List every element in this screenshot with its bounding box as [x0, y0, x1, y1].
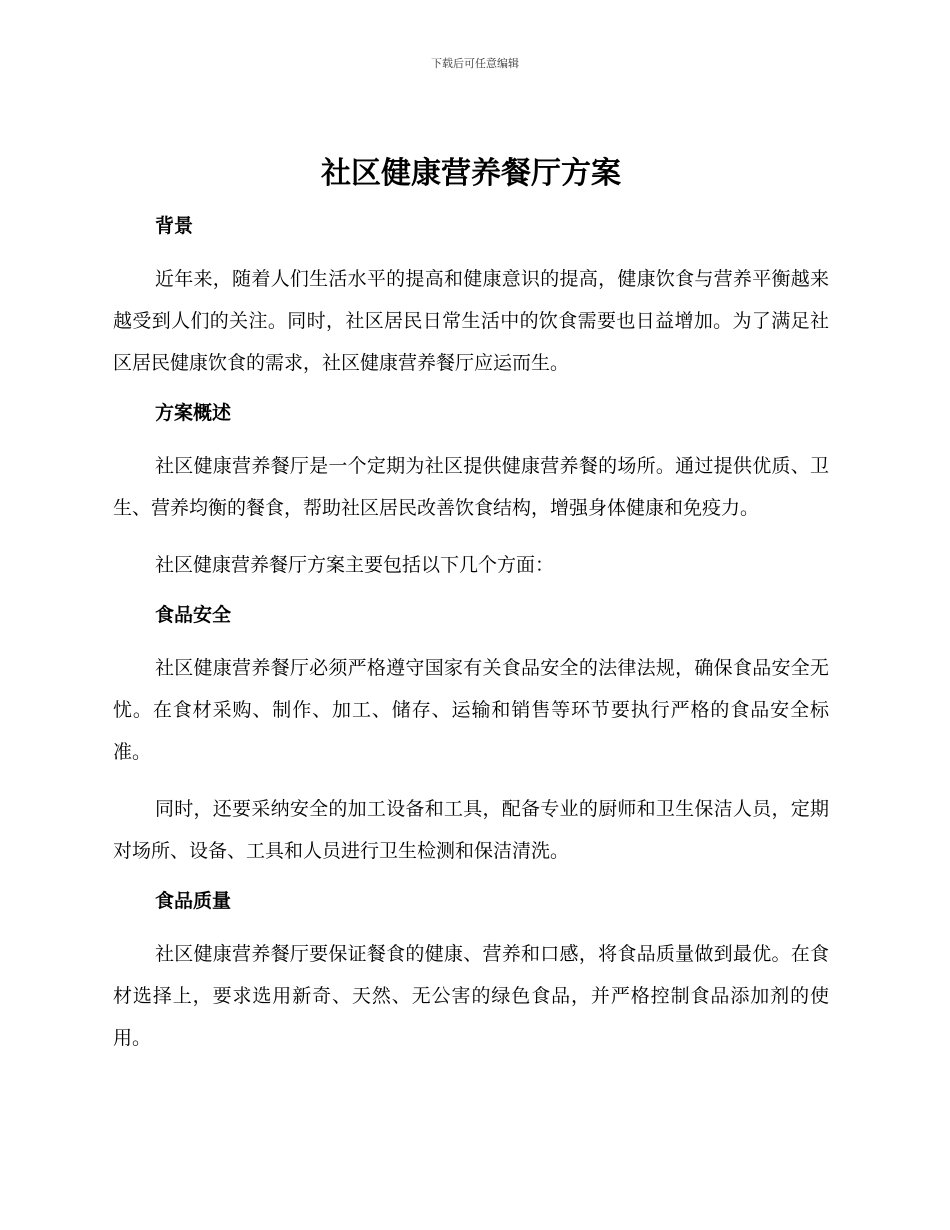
section-food-quality [113, 887, 829, 1059]
section-background [113, 212, 829, 384]
section-heading: 食品安全 [155, 604, 232, 626]
section-heading: 背景 [155, 215, 194, 237]
paragraph: 同时，还要采纳安全的加工设备和工具，配备专业的厨师和卫生保洁人员，定期对场所、设备、工具和人员进行卫生检测和保洁清洗。 [113, 798, 829, 862]
document-body [113, 148, 829, 1074]
section-food-safety [113, 601, 829, 872]
paragraph: 社区健康营养餐厅方案主要包括以下几个方面： [155, 554, 555, 576]
document-title: 社区健康营养餐厅方案 [321, 156, 621, 191]
paragraph: 社区健康营养餐厅要保证餐食的健康、营养和口感，将食品质量做到最优。在食材选择上，要求选用新奇、天然、无公害的绿色食品，并严格控制食品添加剂的使用。 [113, 943, 829, 1049]
page-header-note: 下载后可任意编辑 [431, 57, 519, 70]
paragraph: 社区健康营养餐厅是一个定期为社区提供健康营养餐的场所。通过提供优质、卫生、营养均衡的餐食，帮助社区居民改善饮食结构，增强身体健康和免疫力。 [113, 455, 829, 519]
section-overview [113, 399, 829, 586]
paragraph: 社区健康营养餐厅必须严格遵守国家有关食品安全的法律法规，确保食品安全无忧。在食材采购、制作、加工、储存、运输和销售等环节要执行严格的食品安全标准。 [113, 657, 829, 763]
section-heading: 方案概述 [155, 402, 232, 424]
paragraph: 近年来，随着人们生活水平的提高和健康意识的提高，健康饮食与营养平衡越来越受到人们的关注。同时，社区居民日常生活中的饮食需要也日益增加。为了满足社区居民健康饮食的需求，社区健康营养餐厅应运而生。 [113, 268, 829, 374]
section-heading: 食品质量 [155, 890, 232, 912]
